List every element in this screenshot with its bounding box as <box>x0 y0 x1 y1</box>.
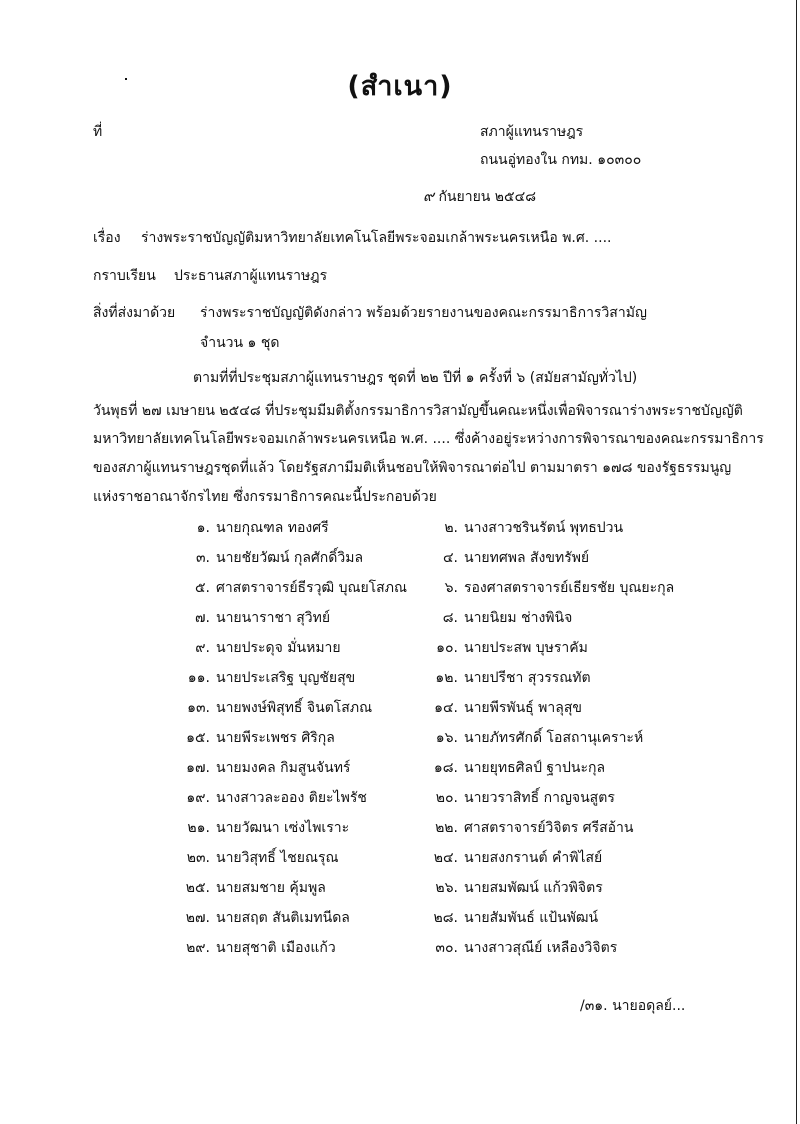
member-item: ๓. นายชัยวัฒน์ กุลศักดิ์วิมล <box>195 550 364 566</box>
subject-label: เรื่อง <box>93 230 121 246</box>
member-item: ๒๑. นายวัฒนา เซ่งไพเราะ <box>187 820 350 836</box>
member-item: ๒๙. นายสุชาติ เมืองแก้ว <box>186 940 336 956</box>
body-line-2: วันพุธที่ ๒๗ เมษายน ๒๕๔๘ ที่ประชุมมีมติตั้งกรรมาธิการวิสามัญขึ้นคณะหนึ่งเพื่อพิจารณาร่างพระราชบัญญัติ <box>93 403 743 419</box>
body-line-5: แห่งราชอาณาจักรไทย ซึ่งกรรมาธิการคณะนี้ประกอบด้วย <box>93 489 437 505</box>
body-line-1: ตามที่ที่ประชุมสภาผู้แทนราษฎร ชุดที่ ๒๒ ปีที่ ๑ ครั้งที่ ๖ (สมัยสามัญทั่วไป) <box>193 370 638 386</box>
member-item: ๑๒. นายปรีชา สุวรรณทัต <box>435 670 591 686</box>
member-item: ๒๕. นายสมชาย คุ้มพูล <box>185 880 326 896</box>
org-address: ถนนอู่ทองใน กทม. ๑๐๓๐๐ <box>480 152 642 168</box>
page-edge <box>796 0 797 1124</box>
attachment-line-2: จำนวน ๑ ชุด <box>200 335 280 351</box>
member-item: ๙. นายประดุจ มั่นหมาย <box>195 640 341 656</box>
body-line-3: มหาวิทยาลัยเทคโนโลยีพระจอมเกล้าพระนครเหนือ พ.ศ. .... ซึ่งค้างอยู่ระหว่างการพิจารณาของคณะกรรมาธิการ <box>93 431 764 447</box>
date-month-year: กันยายน ๒๕๔๘ <box>438 189 537 205</box>
member-item: ๒๐. นายวราสิทธิ์ กาญจนสูตร <box>435 790 615 806</box>
member-item: ๒. นางสาวชรินรัตน์ พุทธปวน <box>444 520 624 536</box>
member-item: ๑๗. นายมงคล กิมสูนจันทร์ <box>186 760 351 776</box>
member-item: ๒๖. นายสมพัฒน์ แก้วพิจิตร <box>435 880 603 896</box>
member-item: ๗. นายนาราชา สุวิทย์ <box>195 610 331 626</box>
document-date <box>423 186 536 207</box>
member-item: ๒๔. นายสงกรานต์ คำพิไสย์ <box>433 850 603 866</box>
org-name: สภาผู้แทนราษฎร <box>480 124 584 140</box>
attachment-label: สิ่งที่ส่งมาด้วย <box>93 305 176 321</box>
member-item: ๑. นายกุณฑล ทองศรี <box>196 520 329 536</box>
member-item: ๑๐. นายประสพ บุษราคัม <box>436 640 588 656</box>
member-item: ๑๓. นายพงษ์พิสุทธิ์ จินตโสภณ <box>187 700 373 716</box>
to-label: กราบเรียน <box>93 268 156 284</box>
member-item: ๔. นายทศพล สังขทรัพย์ <box>442 550 590 566</box>
member-item: ๕. ศาสตราจารย์ธีรวุฒิ บุณยโสภณ <box>194 580 407 596</box>
member-item: ๒๒. ศาสตราจารย์วิจิตร ศรีสอ้าน <box>435 820 634 836</box>
ref-label: ที่ <box>93 124 103 140</box>
member-item: ๒๓. นายวิสุทธิ์ ไชยณรุณ <box>186 850 339 866</box>
to-text: ประธานสภาผู้แทนราษฎร <box>174 268 328 284</box>
continuation-note: /๓๑. นายอดุลย์... <box>580 998 686 1014</box>
member-item: ๓๐. นางสาวสุณีย์ เหลืองวิจิตร <box>435 940 618 956</box>
member-item: ๖. รองศาสตราจารย์เธียรชัย บุณยะกุล <box>444 580 675 596</box>
attachment-line-1: ร่างพระราชบัญญัติดังกล่าว พร้อมด้วยรายงานของคณะกรรมาธิการวิสามัญ <box>200 305 647 321</box>
member-item: ๑๖. นายภัทรศักดิ์ โอสถานุเคราะห์ <box>435 730 644 746</box>
member-item: ๑๑. นายประเสริฐ บุญชัยสุข <box>187 670 356 686</box>
member-item: ๒๘. นายสัมพันธ์ แป้นพัฒน์ <box>433 910 599 926</box>
member-item: ๒๗. นายสฤต สันติเมทนีดล <box>185 910 350 926</box>
member-item: ๘. นายนิยม ช่างพินิจ <box>442 610 573 626</box>
page-title: (สำเนา) <box>347 71 453 102</box>
date-day: ๙ <box>423 187 434 205</box>
member-item: ๑๕. นายพีระเพชร ศิริกุล <box>186 730 335 746</box>
member-item: ๑๘. นายยุทธศิลป์ ฐาปนะกุล <box>433 760 606 776</box>
member-item: ๑๔. นายพีรพันธุ์ พาลุสุข <box>434 700 582 716</box>
member-item: ๑๙. นางสาวละออง ติยะไพรัช <box>186 790 367 806</box>
body-line-4: ของสภาผู้แทนราษฎรชุดที่แล้ว โดยรัฐสภามีมติเห็นชอบให้พิจารณาต่อไป ตามมาตรา ๑๗๘ ของรัฐธรรมนูญ <box>93 460 732 476</box>
subject-text: ร่างพระราชบัญญัติมหาวิทยาลัยเทคโนโลยีพระจอมเกล้าพระนครเหนือ พ.ศ. .... <box>141 230 612 246</box>
